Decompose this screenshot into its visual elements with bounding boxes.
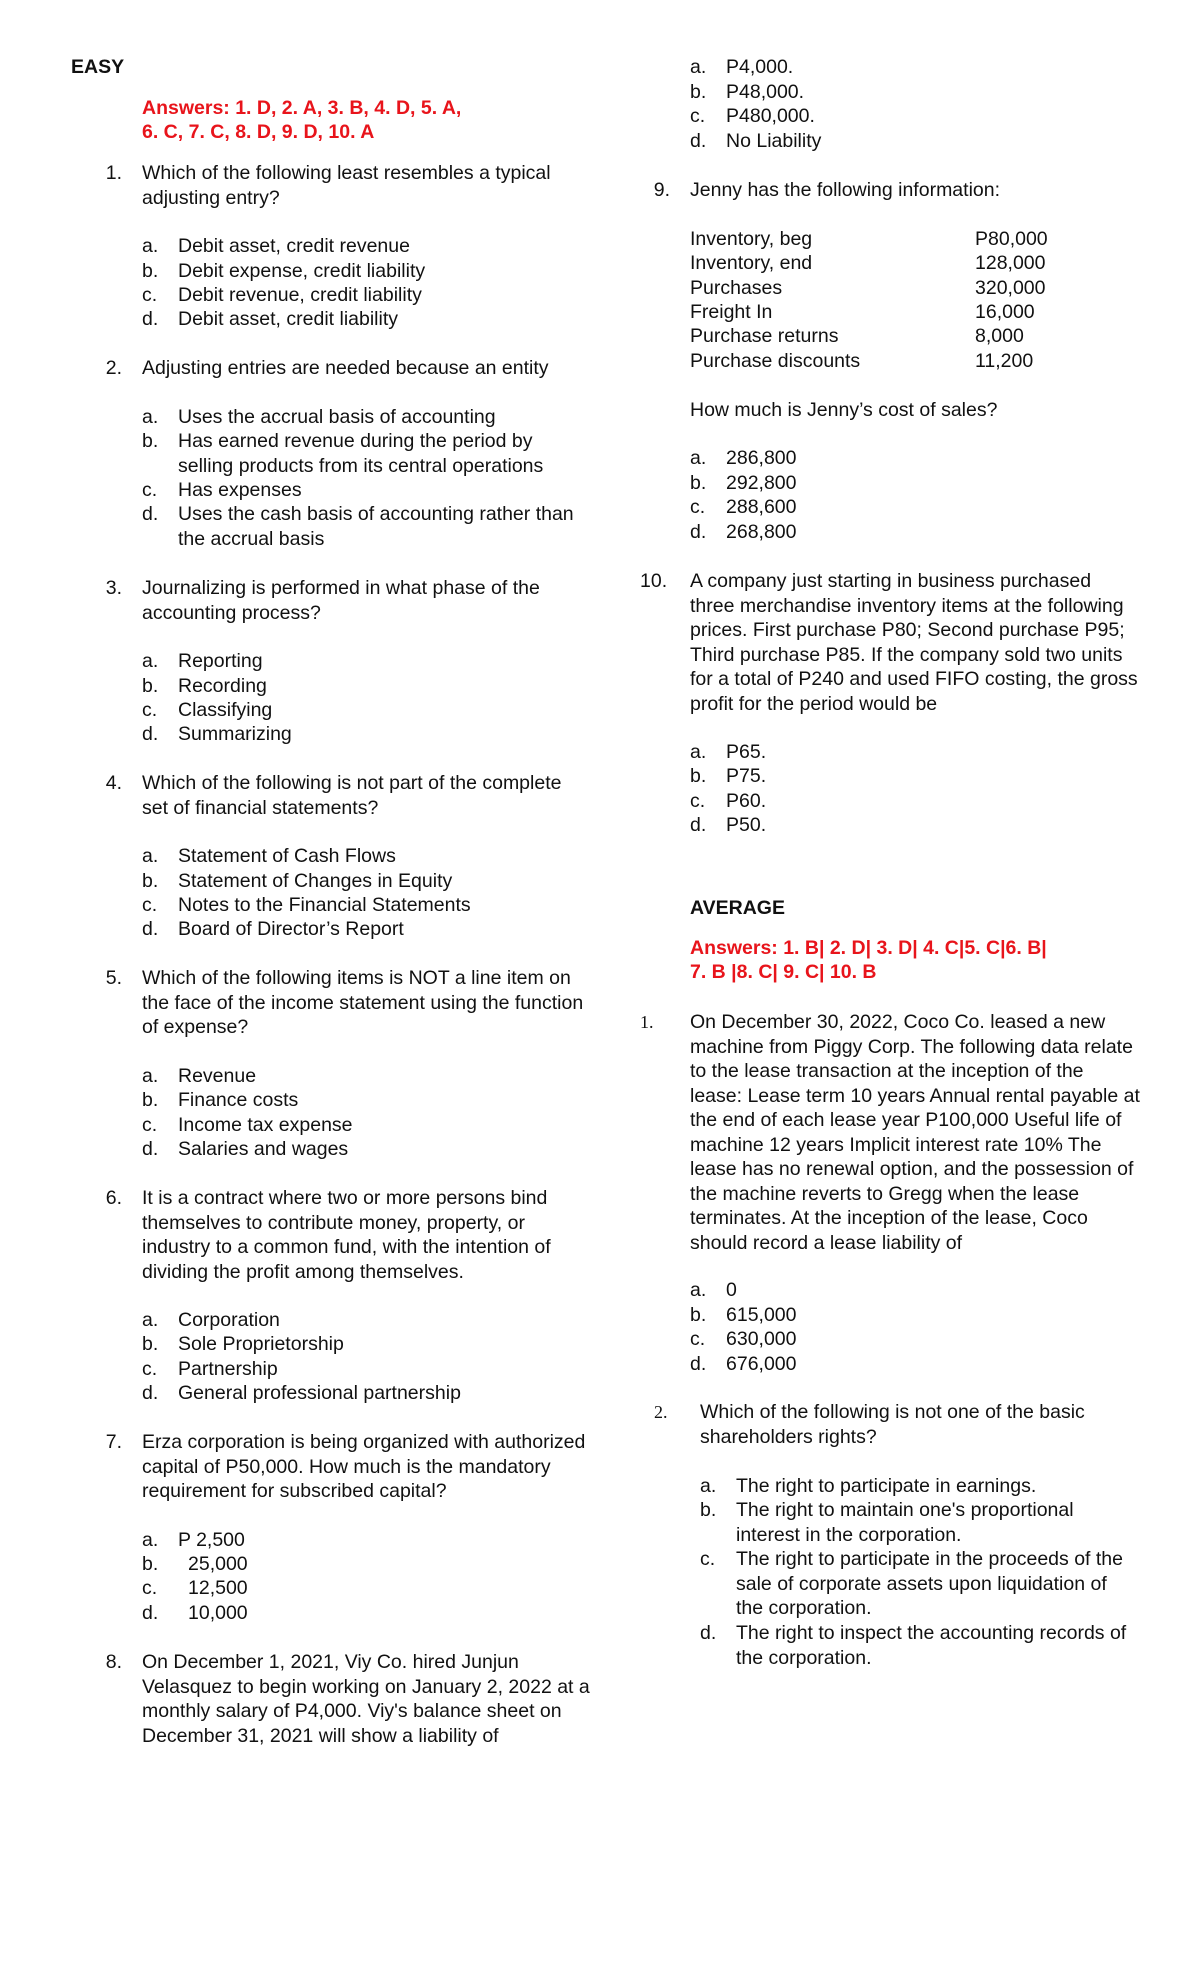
option-letter: d. bbox=[690, 130, 707, 152]
average-heading: AVERAGE bbox=[690, 897, 785, 919]
option-text: P60. bbox=[726, 790, 767, 812]
option-letter: d. bbox=[690, 521, 707, 543]
table-value: 320,000 bbox=[975, 277, 1046, 299]
option-letter: d. bbox=[142, 723, 159, 745]
option-letter: b. bbox=[700, 1499, 717, 1521]
option-text: P65. bbox=[726, 741, 767, 763]
option-letter: b. bbox=[690, 765, 707, 787]
option-letter: b. bbox=[142, 1553, 159, 1575]
question-text: Which of the following items is NOT a line item on the face of the income statement using the function of expense? bbox=[142, 967, 584, 1038]
question-text: Which of the following is not part of the complete set of financial statements? bbox=[142, 772, 562, 819]
option-text: 286,800 bbox=[726, 447, 797, 469]
option-letter: c. bbox=[690, 1328, 706, 1350]
table-value: 8,000 bbox=[975, 325, 1024, 347]
table-value: P80,000 bbox=[975, 228, 1048, 250]
option-text: Board of Director’s Report bbox=[178, 918, 404, 940]
question-number: 1. bbox=[105, 162, 122, 184]
question-text: Journalizing is performed in what phase of the accounting process? bbox=[142, 577, 540, 624]
option-text: Corporation bbox=[178, 1309, 280, 1331]
table-label: Purchase discounts bbox=[690, 350, 861, 372]
option-letter: a. bbox=[690, 1279, 707, 1301]
option-text: 676,000 bbox=[726, 1353, 797, 1375]
easy-heading: EASY bbox=[71, 56, 125, 78]
option-text: The right to maintain one's proportional interest in the corporation. bbox=[736, 1499, 1074, 1546]
question-text: Adjusting entries are needed because an entity bbox=[142, 357, 549, 379]
option-text: 288,600 bbox=[726, 496, 797, 518]
option-text: Revenue bbox=[178, 1065, 257, 1087]
option-letter: d. bbox=[142, 308, 159, 330]
easy-answers-line-1: Answers: 1. D, 2. A, 3. B, 4. D, 5. A, bbox=[142, 97, 462, 119]
option-letter: c. bbox=[142, 699, 158, 721]
table-value: 11,200 bbox=[975, 350, 1034, 372]
question-number: 9. bbox=[653, 179, 670, 201]
option-letter: b. bbox=[142, 1089, 159, 1111]
question-number: 4. bbox=[105, 772, 122, 794]
option-letter: a. bbox=[690, 447, 707, 469]
option-letter: c. bbox=[690, 790, 706, 812]
option-text: General professional partnership bbox=[178, 1382, 461, 1404]
option-letter: c. bbox=[142, 1114, 158, 1136]
option-text: 10,000 bbox=[188, 1602, 248, 1624]
option-text: P4,000. bbox=[726, 56, 794, 78]
option-letter: c. bbox=[142, 284, 158, 306]
option-text: P75. bbox=[726, 765, 767, 787]
option-text: Classifying bbox=[178, 699, 273, 721]
option-text: Finance costs bbox=[178, 1089, 299, 1111]
question-text: Erza corporation is being organized with authorized capital of P50,000. How much is the mandatory requirement for subscribed capital? bbox=[142, 1431, 586, 1502]
average-answers-line-1: Answers: 1. B| 2. D| 3. D| 4. C|5. C|6. B| bbox=[690, 937, 1047, 959]
question-text: It is a contract where two or more persons bind themselves to contribute money, property, or industry to a common fund, with the intention of dividing the profit among themselves. bbox=[142, 1187, 551, 1283]
option-letter: d. bbox=[142, 503, 159, 525]
option-text: 630,000 bbox=[726, 1328, 797, 1350]
option-text: Statement of Cash Flows bbox=[178, 845, 396, 867]
option-text: Partnership bbox=[178, 1358, 278, 1380]
option-letter: d. bbox=[700, 1622, 717, 1644]
option-letter: c. bbox=[142, 1577, 158, 1599]
option-letter: c. bbox=[142, 1358, 158, 1380]
option-text: Salaries and wages bbox=[178, 1138, 349, 1160]
option-letter: b. bbox=[142, 1333, 159, 1355]
table-value: 16,000 bbox=[975, 301, 1035, 323]
option-letter: a. bbox=[700, 1475, 717, 1497]
option-text: Reporting bbox=[178, 650, 263, 672]
option-text: Uses the cash basis of accounting rather than the accrual basis bbox=[178, 503, 574, 550]
option-letter: c. bbox=[142, 894, 158, 916]
option-letter: b. bbox=[142, 870, 159, 892]
option-letter: a. bbox=[142, 650, 159, 672]
option-text: Recording bbox=[178, 675, 267, 697]
question-number: 6. bbox=[105, 1187, 122, 1209]
option-letter: a. bbox=[142, 235, 159, 257]
option-letter: c. bbox=[690, 105, 706, 127]
option-text: P48,000. bbox=[726, 81, 805, 103]
option-text: 615,000 bbox=[726, 1304, 797, 1326]
option-text: Notes to the Financial Statements bbox=[178, 894, 471, 916]
option-text: Debit asset, credit revenue bbox=[178, 235, 410, 257]
option-letter: a. bbox=[690, 741, 707, 763]
option-text: Debit expense, credit liability bbox=[178, 260, 426, 282]
question-text: On December 1, 2021, Viy Co. hired Junjun Velasquez to begin working on January 2, 2022 at a monthly salary of P4,000. Viy's balance sheet on December 31, 2021 will show a liability of bbox=[142, 1651, 590, 1747]
option-letter: c. bbox=[142, 479, 158, 501]
question-number: 3. bbox=[105, 577, 122, 599]
question-text: Which of the following least resembles a typical adjusting entry? bbox=[142, 162, 551, 209]
option-letter: a. bbox=[690, 56, 707, 78]
option-letter: d. bbox=[142, 1382, 159, 1404]
option-letter: c. bbox=[690, 496, 706, 518]
option-letter: b. bbox=[690, 1304, 707, 1326]
question-number: 5. bbox=[105, 967, 122, 989]
question-number: 2. bbox=[105, 357, 122, 379]
question-number: 10. bbox=[640, 570, 668, 592]
option-letter: a. bbox=[142, 1529, 159, 1551]
option-text: 25,000 bbox=[188, 1553, 248, 1575]
option-letter: d. bbox=[690, 1353, 707, 1375]
question-number: 8. bbox=[105, 1651, 122, 1673]
easy-answers-line-2: 6. C, 7. C, 8. D, 9. D, 10. A bbox=[142, 121, 375, 143]
table-label: Inventory, beg bbox=[690, 228, 813, 250]
table-value: 128,000 bbox=[975, 252, 1046, 274]
table-label: Inventory, end bbox=[690, 252, 813, 274]
option-text: Debit revenue, credit liability bbox=[178, 284, 422, 306]
option-letter: a. bbox=[142, 845, 159, 867]
question-text: A company just starting in business purchased three merchandise inventory items at the following prices. First purchase P80; Second purchase P95; Third purchase P85. If the company sold two units for a total of P240 and used FIFO costing, the gross profit for the period would be bbox=[690, 570, 1138, 715]
option-letter: d. bbox=[142, 1138, 159, 1160]
option-text: P480,000. bbox=[726, 105, 815, 127]
question-number: 1. bbox=[640, 1012, 654, 1032]
option-text: The right to participate in earnings. bbox=[736, 1475, 1037, 1497]
option-letter: b. bbox=[142, 430, 159, 452]
option-text: The right to participate in the proceeds of the sale of corporate assets upon liquidation of the corporation. bbox=[736, 1548, 1123, 1619]
option-letter: a. bbox=[142, 1065, 159, 1087]
average-answers-line-2: 7. B |8. C| 9. C| 10. B bbox=[690, 961, 877, 983]
question-text: Which of the following is not one of the basic shareholders rights? bbox=[700, 1401, 1085, 1448]
option-letter: b. bbox=[142, 675, 159, 697]
option-text: Debit asset, credit liability bbox=[178, 308, 399, 330]
option-text: P 2,500 bbox=[178, 1529, 245, 1551]
option-text: 12,500 bbox=[188, 1577, 248, 1599]
option-letter: d. bbox=[690, 814, 707, 836]
option-letter: a. bbox=[142, 406, 159, 428]
option-letter: b. bbox=[142, 260, 159, 282]
question-followup: How much is Jenny’s cost of sales? bbox=[690, 399, 998, 421]
option-text: Sole Proprietorship bbox=[178, 1333, 344, 1355]
question-text: Jenny has the following information: bbox=[690, 179, 1001, 201]
option-letter: c. bbox=[700, 1548, 716, 1570]
question-number: 2. bbox=[654, 1402, 668, 1422]
option-letter: b. bbox=[690, 81, 707, 103]
option-text: Statement of Changes in Equity bbox=[178, 870, 453, 892]
option-text: Income tax expense bbox=[178, 1114, 353, 1136]
option-text: P50. bbox=[726, 814, 767, 836]
option-text: The right to inspect the accounting records of the corporation. bbox=[736, 1622, 1127, 1669]
option-letter: d. bbox=[142, 918, 159, 940]
table-label: Purchase returns bbox=[690, 325, 839, 347]
option-text: 292,800 bbox=[726, 472, 797, 494]
option-text: Summarizing bbox=[178, 723, 292, 745]
option-text: 268,800 bbox=[726, 521, 797, 543]
question-number: 7. bbox=[105, 1431, 122, 1453]
option-text: Uses the accrual basis of accounting bbox=[178, 406, 496, 428]
table-label: Freight In bbox=[690, 301, 773, 323]
option-letter: d. bbox=[142, 1602, 159, 1624]
option-text: No Liability bbox=[726, 130, 822, 152]
option-letter: a. bbox=[142, 1309, 159, 1331]
option-text: Has expenses bbox=[178, 479, 302, 501]
option-text: Has earned revenue during the period by selling products from its central operations bbox=[178, 430, 544, 477]
question-text: On December 30, 2022, Coco Co. leased a new machine from Piggy Corp. The following data relate to the lease transaction at the inception of the lease: Lease term 10 years Annual rental payable at the end of each lease year P100,000 Useful life of machine 12 years Implicit interest rate 10% The lease has no renewal option, and the possession of the machine reverts to Gregg when the lease terminates. At the inception of the lease, Coco should record a lease liability of bbox=[690, 1011, 1140, 1254]
table-label: Purchases bbox=[690, 277, 783, 299]
option-letter: b. bbox=[690, 472, 707, 494]
option-text: 0 bbox=[726, 1279, 737, 1301]
